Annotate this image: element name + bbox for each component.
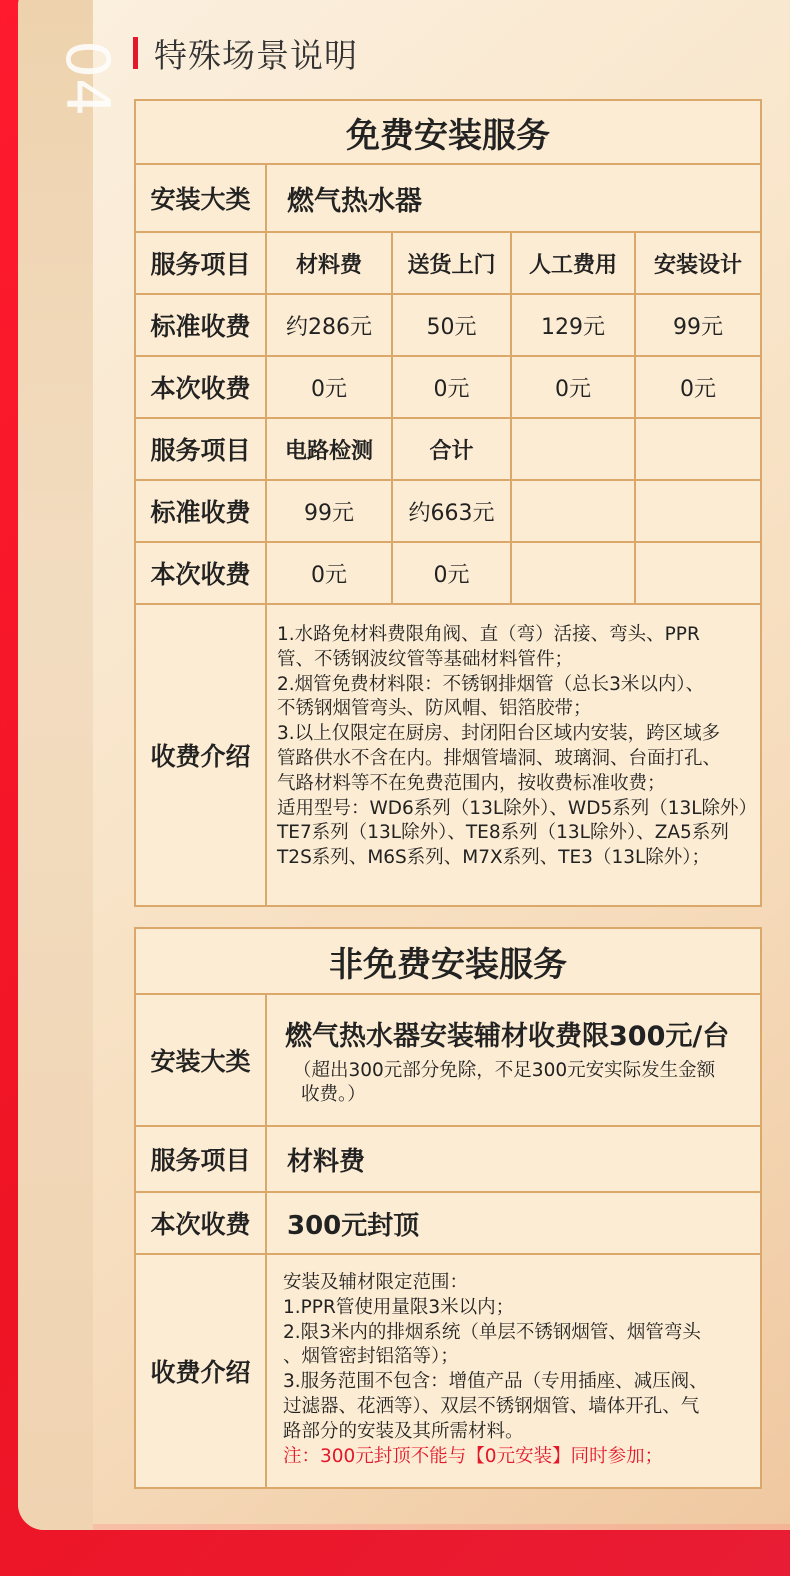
standard-fee: 约663元 — [392, 480, 511, 542]
section-title: 特殊场景说明 — [154, 35, 358, 75]
intro-line: 管、不锈钢波纹管等基础材料管件； — [277, 648, 574, 670]
red-note: 注：300元封顶不能与【0元安装】同时参加； — [283, 1445, 664, 1467]
category-main: 燃气热水器安装辅材收费限300元/台 — [285, 1020, 730, 1052]
service-label: 服务项目 — [135, 1126, 266, 1192]
fee-intro-label: 收费介绍 — [135, 1254, 266, 1488]
nonfree-table-title: 非免费安装服务 — [135, 928, 761, 994]
current-fee-label: 本次收费 — [135, 356, 266, 418]
service-item: 电路检测 — [266, 418, 392, 480]
intro-line: 安装及辅材限定范围： — [283, 1272, 469, 1293]
standard-fee: 50元 — [392, 294, 511, 356]
intro-line: 、烟管密封铝箔等）； — [283, 1346, 459, 1368]
standard-fee: 99元 — [635, 294, 761, 356]
intro-line: 不锈钢烟管弯头、防风帽、铝箔胶带； — [277, 698, 592, 720]
section-accent-bar — [133, 37, 138, 69]
intro-line: 适用型号：WD6系列（13L除外）、WD5系列（13L除外） — [277, 797, 758, 819]
category-label: 安装大类 — [135, 994, 266, 1126]
section-number-watermark: 04 — [52, 40, 122, 117]
current-fee: 0元 — [392, 356, 511, 418]
current-fee: 0元 — [635, 356, 761, 418]
current-fee: 0元 — [511, 356, 635, 418]
fee-intro-text — [266, 1254, 761, 1488]
standard-fee: 约286元 — [266, 294, 392, 356]
nonfree-install-table — [134, 927, 762, 1489]
free-table-title: 免费安装服务 — [135, 100, 761, 164]
empty-cell — [635, 418, 761, 480]
service-item: 送货上门 — [392, 232, 511, 294]
standard-fee: 99元 — [266, 480, 392, 542]
intro-line: 1.水路免材料费限角阀、直（弯）活接、弯头、PPR — [277, 624, 700, 645]
intro-line: 1.PPR管使用量限3米以内； — [283, 1296, 515, 1318]
category-value: 燃气热水器 — [266, 164, 761, 232]
empty-cell — [511, 542, 635, 604]
service-value: 材料费 — [266, 1126, 761, 1192]
side-strip — [18, 0, 93, 1530]
fee-intro-text — [266, 604, 761, 906]
current-fee-label: 本次收费 — [135, 1192, 266, 1254]
current-fee: 0元 — [266, 542, 392, 604]
current-fee: 0元 — [266, 356, 392, 418]
service-item: 人工费用 — [511, 232, 635, 294]
intro-line: T2S系列、M6S系列、M7X系列、TE3（13L除外）； — [277, 847, 711, 869]
intro-line: 路部分的安装及其所需材料。 — [283, 1420, 524, 1442]
current-fee: 0元 — [392, 542, 511, 604]
intro-line: 2.烟管免费材料限：不锈钢排烟管（总长3米以内）、 — [277, 673, 705, 695]
intro-line: 过滤器、花洒等）、双层不锈钢烟管、墙体开孔、气 — [283, 1395, 700, 1417]
standard-fee: 129元 — [511, 294, 635, 356]
free-install-table — [134, 99, 762, 907]
intro-line: 管路供水不含在内。排烟管墙洞、玻璃洞、台面打孔、 — [277, 747, 722, 769]
category-label: 安装大类 — [135, 164, 266, 232]
empty-cell — [511, 418, 635, 480]
current-fee-value: 300元封顶 — [266, 1192, 761, 1254]
standard-fee-label: 标准收费 — [135, 294, 266, 356]
service-item: 材料费 — [266, 232, 392, 294]
empty-cell — [635, 542, 761, 604]
category-sub — [281, 1059, 760, 1107]
service-label: 服务项目 — [135, 418, 266, 480]
empty-cell — [511, 480, 635, 542]
service-item: 合计 — [392, 418, 511, 480]
fee-intro-label: 收费介绍 — [135, 604, 266, 906]
intro-line: TE7系列（13L除外）、TE8系列（13L除外）、ZA5系列 — [277, 822, 729, 844]
intro-line: 3.以上仅限定在厨房、封闭阳台区域内安装，跨区域多 — [277, 723, 721, 745]
intro-line: 2.限3米内的排烟系统（单层不锈钢烟管、烟管弯头 — [283, 1321, 701, 1343]
section-header — [133, 33, 358, 73]
category-sub-line: （超出300元部分免除，不足300元安实际发生金额 — [293, 1059, 716, 1081]
service-label: 服务项目 — [135, 232, 266, 294]
empty-cell — [635, 480, 761, 542]
current-fee-label: 本次收费 — [135, 542, 266, 604]
intro-line: 3.服务范围不包含：增值产品（专用插座、减压阀、 — [283, 1371, 708, 1393]
intro-line: 气路材料等不在免费范围内，按收费标准收费； — [277, 772, 666, 794]
service-item: 安装设计 — [635, 232, 761, 294]
category-value — [266, 994, 761, 1126]
category-sub-line: 收费。） — [301, 1083, 366, 1105]
standard-fee-label: 标准收费 — [135, 480, 266, 542]
